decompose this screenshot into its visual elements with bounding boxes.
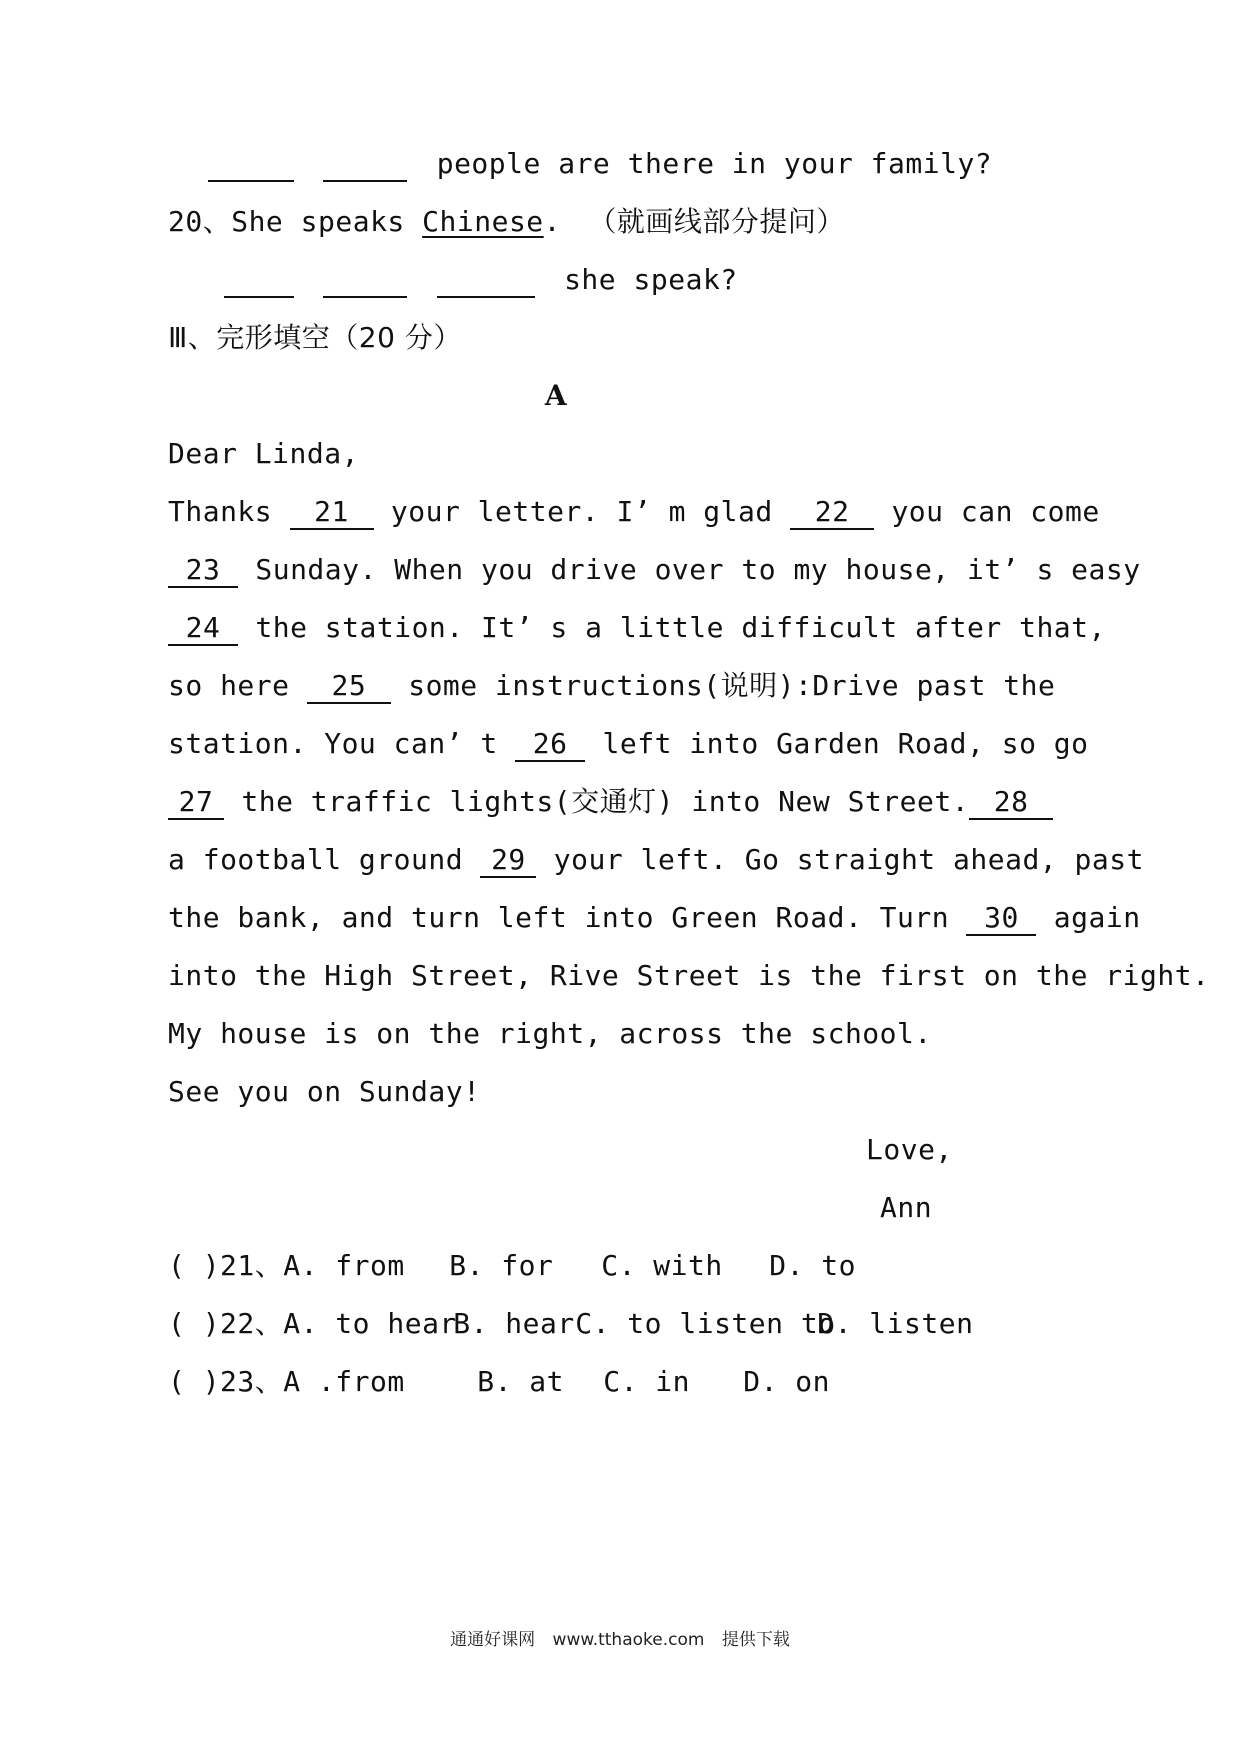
letter-line-6 — [168, 782, 1048, 822]
cloze-blank-29[interactable]: 29 — [480, 844, 536, 878]
question-instruction: （就画线部分提问） — [588, 205, 845, 238]
passage-label: A — [544, 379, 568, 412]
option-d[interactable]: D. listen — [817, 1307, 974, 1340]
letter-line-1 — [168, 492, 1100, 532]
cloze-blank-23[interactable]: 23 — [168, 554, 238, 588]
answer-paren[interactable]: ( ) — [168, 1249, 221, 1282]
letter-text: left into Garden Road, so go — [585, 727, 1089, 760]
option-c[interactable]: C. to listen to — [575, 1307, 836, 1340]
answer-blank[interactable] — [208, 148, 294, 182]
question-number: 21、 — [220, 1249, 284, 1282]
letter-text: you can come — [874, 495, 1100, 528]
question-punctuation: . — [543, 205, 562, 238]
letter-text: the traffic lights(交通灯) into New Street. — [224, 785, 970, 818]
q19-tail-text: people are there in your family? — [436, 147, 993, 180]
letter-line-3 — [168, 608, 1106, 648]
option-c[interactable]: C. in — [603, 1365, 691, 1398]
letter-text: your letter. I’ m glad — [373, 495, 791, 528]
mc-question-23 — [168, 1362, 1048, 1402]
cloze-blank-21[interactable]: 21 — [290, 496, 374, 530]
letter-text: station. You can’ t — [168, 727, 516, 760]
cloze-blank-24[interactable]: 24 — [168, 612, 238, 646]
q20-answer-line — [224, 260, 1104, 300]
mc-question-21 — [168, 1246, 1048, 1286]
cloze-blank-25[interactable]: 25 — [307, 670, 391, 704]
option-a[interactable]: A. to hear — [283, 1307, 457, 1340]
letter-closing: Love, — [866, 1133, 953, 1166]
answer-blank[interactable] — [224, 264, 294, 298]
question-number: 20、 — [168, 205, 232, 238]
letter-text: the bank, and turn left into Green Road. Turn — [168, 901, 967, 934]
question-text: She speaks — [231, 205, 423, 238]
letter-text: your left. Go straight ahead, past — [536, 843, 1144, 876]
letter-text: Thanks — [168, 495, 290, 528]
letter-line-4 — [168, 666, 1056, 706]
letter-line-2 — [168, 550, 1141, 590]
answer-paren[interactable]: ( ) — [168, 1365, 221, 1398]
option-a[interactable]: A .from — [283, 1365, 405, 1398]
letter-line-9: into the High Street, Rive Street is the first on the right. — [168, 959, 1210, 992]
section-heading: Ⅲ、完形填空（20 分） — [168, 321, 462, 354]
option-b[interactable]: B. hear — [453, 1307, 575, 1340]
letter-text: Sunday. When you drive over to my house, it’ s easy — [238, 553, 1141, 586]
question-number: 23、 — [220, 1365, 284, 1398]
question-number: 22、 — [220, 1307, 284, 1340]
cloze-blank-22[interactable]: 22 — [790, 496, 874, 530]
footer-site-name: 通通好课网 — [450, 1630, 536, 1650]
answer-blank[interactable] — [323, 264, 407, 298]
letter-line-8 — [168, 898, 1141, 938]
option-c[interactable]: C. with — [601, 1249, 723, 1282]
cloze-blank-28[interactable]: 28 — [969, 786, 1053, 820]
underlined-word: Chinese — [422, 205, 544, 238]
option-b[interactable]: B. at — [477, 1365, 565, 1398]
letter-text: the station. It’ s a little difficult after that, — [238, 611, 1106, 644]
mc-question-22 — [168, 1304, 1048, 1344]
letter-line-11: See you on Sunday! — [168, 1075, 481, 1108]
answer-blank[interactable] — [323, 148, 407, 182]
answer-paren[interactable]: ( ) — [168, 1307, 221, 1340]
page-footer — [0, 1625, 1240, 1650]
footer-url[interactable]: www.tthaoke.com — [552, 1630, 705, 1650]
cloze-blank-26[interactable]: 26 — [515, 728, 585, 762]
answer-blank[interactable] — [437, 264, 535, 298]
letter-line-10: My house is on the right, across the school. — [168, 1017, 932, 1050]
letter-text: again — [1036, 901, 1141, 934]
q19-answer-line — [208, 144, 1088, 184]
letter-text: a football ground — [168, 843, 481, 876]
q20-tail-text: she speak? — [564, 263, 738, 296]
letter-line-7 — [168, 840, 1144, 880]
option-d[interactable]: D. to — [769, 1249, 857, 1282]
letter-line-5 — [168, 724, 1089, 764]
footer-text: 提供下载 — [721, 1630, 790, 1650]
option-d[interactable]: D. on — [743, 1365, 831, 1398]
option-a[interactable]: A. from — [283, 1249, 405, 1282]
letter-text: so here — [168, 669, 307, 702]
option-b[interactable]: B. for — [449, 1249, 554, 1282]
letter-text: some instructions(说明):Drive past the — [390, 669, 1056, 702]
cloze-blank-30[interactable]: 30 — [966, 902, 1036, 936]
question-20 — [168, 202, 1048, 242]
letter-signature: Ann — [880, 1191, 933, 1224]
letter-greeting: Dear Linda, — [168, 437, 359, 470]
cloze-blank-27[interactable]: 27 — [168, 786, 224, 820]
